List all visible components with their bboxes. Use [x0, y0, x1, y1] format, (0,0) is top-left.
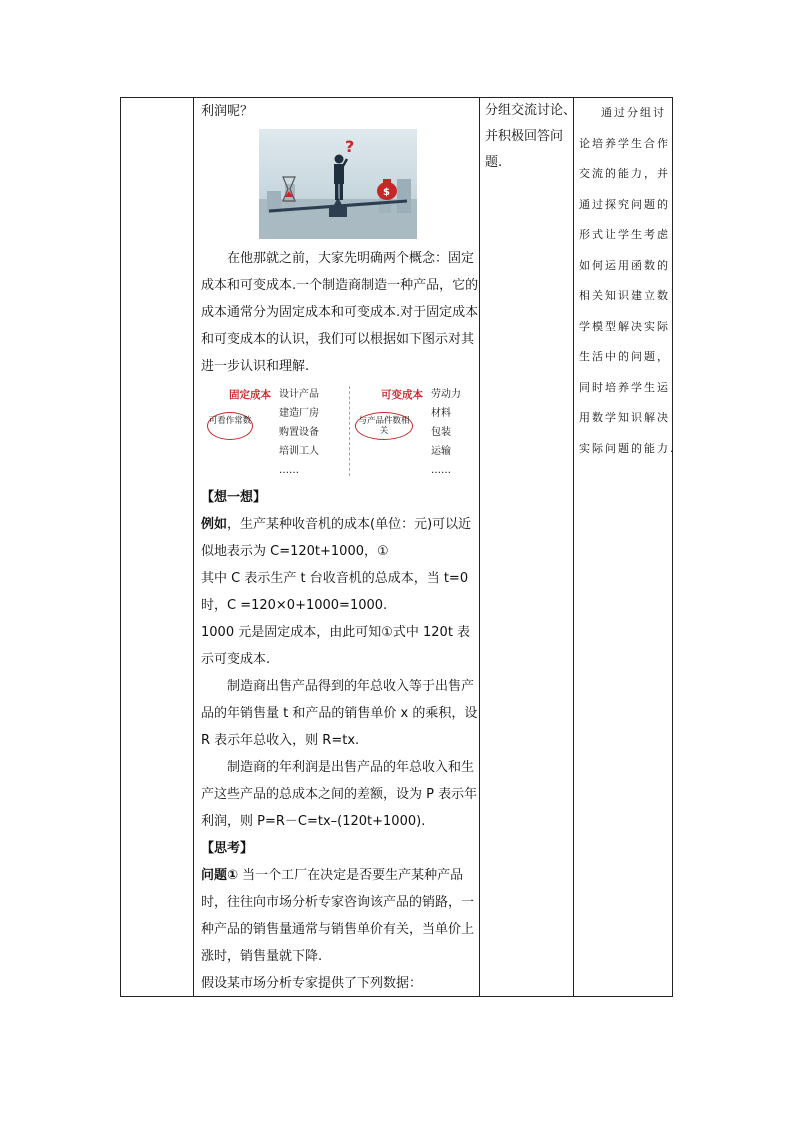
question-text: 当一个工厂在决定是否要生产某种产品时，往往向市场分析专家咨询该产品的销路，一种产品的销售量通常与销售单价有关，当单价上涨时，销售量就下降.: [201, 868, 475, 964]
list-item: 建造厂房: [279, 408, 319, 419]
question-paragraph: [201, 862, 479, 970]
fixed-cost-line: 1000 元是固定成本，由此可知①式中 120t 表示可变成本.: [201, 625, 471, 667]
revenue-paragraph: 制造商出售产品得到的年总收入等于出售产品的年销售量 t 和产品的销售单价 x 的乘积，设 R 表示年总收入，则 R=tx.: [201, 679, 478, 748]
profit-paragraph: 制造商的年利润是出售产品的年总收入和生产这些产品的总成本之间的差额，设为 P 表示年利润，则 P=R－C=tx–(120t+1000).: [201, 760, 478, 829]
balance-scale-image: [259, 129, 417, 239]
teaching-content-cell: [201, 98, 479, 997]
column-divider: [193, 98, 194, 996]
example-label: 例如: [201, 517, 228, 532]
profit-balance-illustration: [259, 129, 417, 239]
diagram-divider: [349, 386, 350, 476]
definition-line: 其中 C 表示生产 t 台收音机的总成本，当 t=0 时，C =120×0+1000=1000.: [201, 571, 469, 613]
lesson-table: [120, 97, 676, 997]
list-item: 劳动力: [431, 389, 461, 400]
column-divider: [479, 98, 480, 996]
list-item: 运输: [431, 446, 451, 457]
intent-text: 通过分组讨论培养学生合作交流的能力，并通过探究问题的形式让学生考虑如何运用函数的相关知识建立数学模型解决实际生活中的问题，同时培养学生运用数学知识解决实际问题的能力.: [579, 106, 676, 455]
design-intent-cell: [575, 98, 681, 464]
cost-concept-diagram: [201, 386, 479, 478]
intro-line: 利润呢？: [201, 104, 254, 119]
list-item: 材料: [431, 408, 451, 419]
concept-paragraph: 在他那就之前，大家先明确两个概念：固定成本和可变成本.一个制造商制造一种产品，它的成本通常分为固定成本和可变成本.对于固定成本和可变成本的认识，我们可以根据如下图示对其进一步认识和理解.: [201, 251, 479, 374]
activity-text: 分组交流讨论、并积极回答问题.: [485, 103, 577, 170]
variable-cost-oval: 与产品件数相关: [355, 412, 413, 440]
example-text: ，生产某种收音机的成本(单位：元)可以近似地表示为 C=120t+1000，①: [201, 517, 472, 559]
data-intro-line: 假设某市场分析专家提供了下列数据：: [201, 976, 423, 991]
list-item: 设计产品: [279, 389, 319, 400]
example-paragraph: [201, 511, 479, 565]
fixed-cost-label: 固定成本: [229, 389, 271, 401]
fixed-cost-oval: 可看作常数: [207, 412, 253, 440]
variable-cost-label: 可变成本: [381, 389, 423, 401]
column-divider: [573, 98, 574, 996]
think-heading: 【想一想】: [201, 490, 267, 505]
question-label: 问题①: [201, 868, 239, 883]
fixed-cost-items: [279, 388, 339, 478]
variable-cost-items: [431, 388, 481, 478]
list-item: 培训工人: [279, 446, 319, 457]
student-activity-cell: [481, 98, 581, 176]
svg-text:$: $: [383, 187, 390, 198]
list-item: 包装: [431, 427, 451, 438]
list-item: ……: [279, 465, 299, 476]
svg-text:?: ?: [345, 137, 355, 156]
list-item: 购置设备: [279, 427, 319, 438]
reflect-heading: 【思考】: [201, 841, 254, 856]
list-item: ……: [431, 465, 451, 476]
